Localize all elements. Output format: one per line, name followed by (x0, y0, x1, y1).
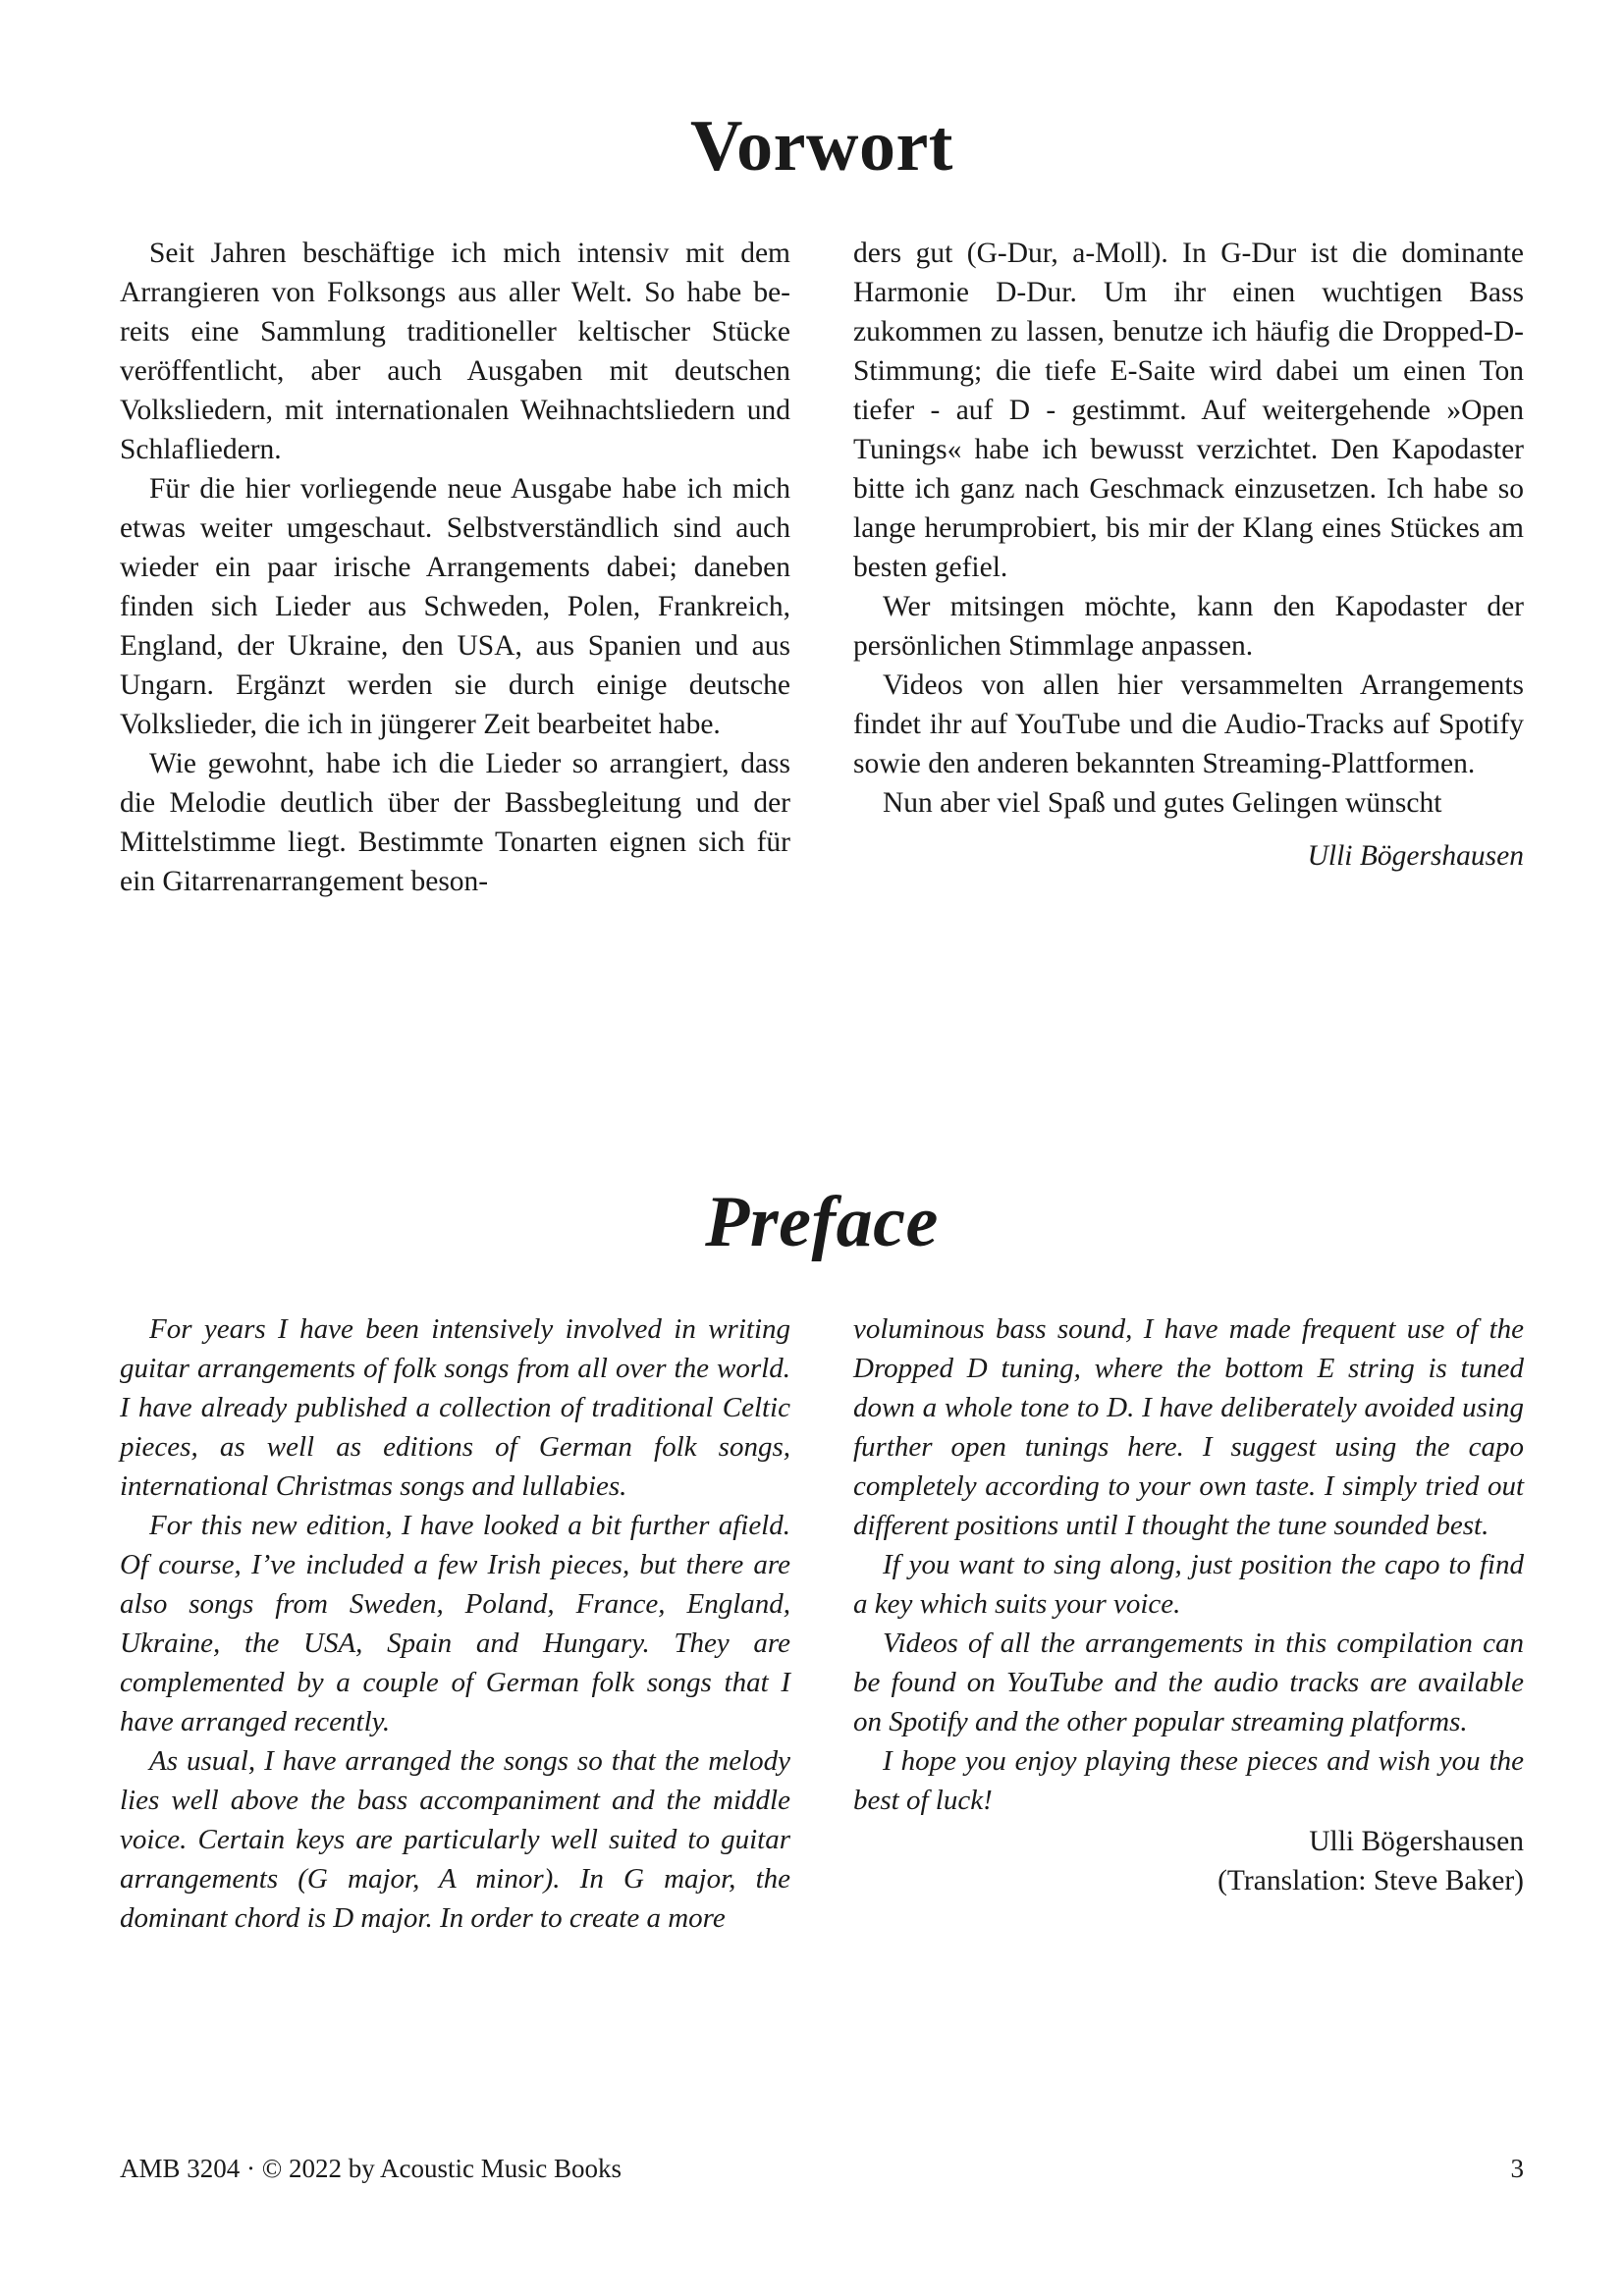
vorwort-right-column (853, 234, 1524, 901)
preface-columns (120, 1309, 1524, 1938)
vorwort-paragraph-continued: ders gut (G-Dur, a-Moll). In G-Dur ist die dominante Harmonie D-Dur. Um ihr einen wuchtigen Bass zukommen zu lassen, benutze ich häufig die Dropped-D-Stimmung; die tiefe E-Saite wird dabei um einen Ton tiefer - auf D - gestimmt. Auf weitergehende »Open Tunings« habe ich bewusst verzichtet. Den Kapodaster bitte ich ganz nach Geschmack einzusetzen. Ich habe so lange herumprobiert, bis mir der Klang eines Stückes am besten gefiel. (853, 238, 1524, 583)
vorwort-paragraph: Wer mitsingen möchte, kann den Kapodaster der persönlichen Stimmlage anpassen. (853, 591, 1524, 662)
page-footer (120, 2154, 1524, 2184)
vorwort-paragraph: Wie gewohnt, habe ich die Lieder so arrangiert, dass die Melodie deutlich über der Bassbegleitung und der Mittelstimme liegt. Bestimmte Tonarten eignen sich für ein Gitarrenarrangement beson- (120, 748, 790, 897)
page-number: 3 (1510, 2154, 1524, 2183)
vorwort-columns (120, 234, 1524, 901)
vorwort-section (120, 106, 1524, 901)
vorwort-paragraph: Videos von allen hier versammelten Arrangements findet ihr auf YouTube und die Audio-Tracks auf Spotify sowie den anderen bekannten Streaming-Plattformen. (853, 669, 1524, 779)
vorwort-title: Vorwort (690, 106, 953, 187)
vorwort-paragraph: Seit Jahren beschäftige ich mich intensiv mit dem Arrangieren von Folksongs aus aller Welt. So habe bereits eine Sammlung traditioneller keltischer Stücke veröffentlicht, aber auch Ausgaben mit deutschen Volksliedern, mit internationalen Weihnachtsliedern und Schlafliedern. (120, 238, 790, 465)
translator-credit: (Translation: Steve Baker) (1218, 1865, 1524, 1896)
preface-paragraph: For years I have been intensively involved in writing guitar arrangements of folk songs from all over the world. I have already published a collection of traditional Celtic pieces, as well as editions of German folk songs, international Christmas songs and lullabies. (120, 1313, 790, 1502)
preface-title: Preface (705, 1182, 939, 1262)
preface-paragraph: I hope you enjoy playing these pieces and wish you the best of luck! (853, 1745, 1524, 1816)
preface-paragraph: As usual, I have arranged the songs so that the melody lies well above the bass accompaniment and the middle voice. Certain keys are particularly well suited to guitar arrangements (G major, A minor). In G major, the dominant chord is D major. In order to create a more (120, 1745, 790, 1934)
vorwort-signature: Ulli Bögershausen (1307, 840, 1524, 872)
preface-paragraph: For this new edition, I have looked a bit further afield. Of course, I’ve included a few Irish pieces, but there are also songs from Sweden, Poland, France, England, Ukraine, the USA, Spain and Hungary. They are complemented by a couple of German folk songs that I have arranged recently. (120, 1510, 790, 1737)
footer-copyright: AMB 3204 · © 2022 by Acoustic Music Books (120, 2154, 623, 2183)
vorwort-paragraph: Nun aber viel Spaß und gutes Gelingen wünscht (883, 787, 1442, 819)
preface-left-column (120, 1309, 790, 1938)
preface-right-column (853, 1309, 1524, 1938)
preface-signature: Ulli Bögershausen (1309, 1826, 1524, 1857)
vorwort-paragraph: Für die hier vorliegende neue Ausgabe habe ich mich etwas weiter umgeschaut. Selbstverständlich sind auch wieder ein paar irische Arrangements dabei; daneben finden sich Lieder aus Schweden, Polen, Frankreich, England, der Ukraine, den USA, aus Spanien und aus Ungarn. Ergänzt werden sie durch einige deutsche Volkslieder, die ich in jüngerer Zeit bearbeitet habe. (120, 473, 790, 740)
preface-paragraph: If you want to sing along, just position the capo to find a key which suits your voice. (853, 1549, 1524, 1620)
preface-section (120, 1182, 1524, 1938)
preface-paragraph: Videos of all the arrangements in this compilation can be found on YouTube and the audio tracks are available on Spotify and the other popular streaming platforms. (853, 1628, 1524, 1737)
vorwort-left-column (120, 234, 790, 901)
preface-paragraph-continued: voluminous bass sound, I have made frequent use of the Dropped D tuning, where the bottom E string is tuned down a whole tone to D. I have deliberately avoided using further open tunings here. I suggest using the capo completely according to your own taste. I simply tried out different positions until I thought the tune sounded best. (853, 1313, 1524, 1541)
